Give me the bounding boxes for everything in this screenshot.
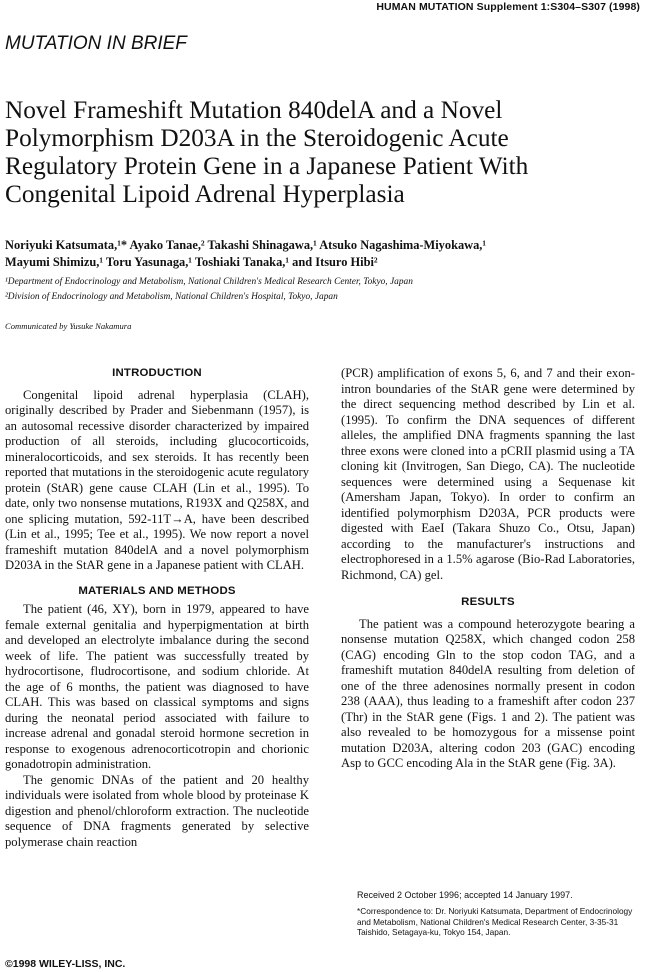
paragraph: Congenital lipoid adrenal hyperplasia (CLAH), originally described by Prader and Siebenmann (1957), is an autosomal recessive disorder characterized by impaired production of all steroids, including glucocorticoids, mineralocorticoids, and sex steroids. It has recently been reported that mutations in the steroidogenic acute regulatory protein (StAR) gene cause CLAH (Lin et al., 1995). To date, only two nonsense mutations, R193X and Q258X, and one splicing mutation, 592-11T→A, have been described (Lin et al., 1995; Tee et al., 1995). We now report a novel frameshift mutation 840delA and a novel polymorphism D203A in the StAR gene in a Japanese patient with CLAH. [5, 387, 309, 572]
communicated-by: Communicated by Yusuke Nakamura [5, 321, 132, 331]
section-tag: MUTATION IN BRIEF [5, 33, 187, 54]
title-line: Novel Frameshift Mutation 840delA and a Novel [5, 96, 503, 124]
paragraph: (PCR) amplification of exons 5, 6, and 7 and their exon-intron boundaries of the StAR gene were determined by the direct sequencing method described by Lin et al. (1995). To confirm the DNA sequences of different alleles, the amplified DNA fragments spanning the last three exons were cloned into a pCRII plasmid using a TA cloning kit (Invitrogen, San Diego, CA). The nucleotide sequences were determined using a Sequenase kit (Amersham Japan, Tokyo). In order to confirm an identified polymorphism D203A, PCR products were digested with EaeI (Takara Shuzo Co., Otsu, Japan) according to the manufacturer's instructions and electrophoresed in a 1.5% agarose (Bio-Rad Laboratories, Richmond, CA) gel. [341, 366, 635, 582]
article-title [5, 96, 635, 208]
author-list [5, 237, 645, 271]
section-heading-results: RESULTS [461, 596, 515, 608]
paragraph: The patient was a compound heterozygote bearing a nonsense mutation Q258X, which changed codon 258 (CAG) encoding Gln to the stop codon TAG, and a frameshift mutation 840delA resulting from deletion of one of the three adenosines normally present in codon 238 (AAA), thus leading to a frameshift after codon 237 (Thr) in the StAR gene (Figs. 1 and 2). The patient was also revealed to be homozygous for a missense point mutation D203A, altering codon 203 (GAC) encoding Asp to GCC encoding Ala in the StAR gene (Fig. 3A). [341, 616, 635, 770]
author-line: Mayumi Shimizu,¹ Toru Yasunaga,¹ Toshiaki Tanaka,¹ and Itsuro Hibi² [5, 255, 378, 269]
title-line: Regulatory Protein Gene in a Japanese Patient With [5, 152, 529, 180]
left-column [5, 366, 309, 850]
right-column [341, 366, 635, 772]
affiliation: ¹Department of Endocrinology and Metabolism, National Children's Medical Research Center, Tokyo, Japan [5, 277, 413, 287]
correspondence-note: *Correspondence to: Dr. Noriyuki Katsumata, Department of Endocrinology and Metabolism, National Children's Medical Research Center, 3-35-31 Taishido, Setagaya-ku, Tokyo 154, Japan. [357, 906, 633, 937]
paragraph: The patient (46, XY), born in 1979, appeared to have female external genitalia and hyperpigmentation at birth and developed an electrolyte imbalance during the second week of life. The patient was successfully treated by hydrocortisone, fludrocortisone, and sodium chloride. At the age of 6 months, the patient was diagnosed to have CLAH. This was based on classical symptoms and signs during the neonatal period associated with failure to increase adrenal and gonadal steroid hormone secretion in response to exogenous adrenocorticotropin and chorionic gonadotropin administration. [5, 602, 309, 771]
title-line: Polymorphism D203A in the Steroidogenic Acute [5, 124, 509, 152]
title-line: Congenital Lipoid Adrenal Hyperplasia [5, 180, 405, 208]
author-line: Noriyuki Katsumata,¹* Ayako Tanae,² Takashi Shinagawa,¹ Atsuko Nagashima-Miyokawa,¹ [5, 238, 487, 252]
received-dates: Received 2 October 1996; accepted 14 January 1997. [357, 890, 573, 900]
section-heading-methods: MATERIALS AND METHODS [78, 584, 236, 597]
copyright: ©1998 WILEY-LISS, INC. [5, 958, 126, 970]
paragraph: The genomic DNAs of the patient and 20 healthy individuals were isolated from whole blood by proteinase K digestion and phenol/chloroform extraction. The nucleotide sequence of DNA fragments generated by selective polymerase chain reaction [5, 772, 309, 849]
journal-reference: HUMAN MUTATION Supplement 1:S304–S307 (1998) [376, 1, 640, 13]
affiliation: ²Division of Endocrinology and Metabolism, National Children's Hospital, Tokyo, Japan [5, 292, 338, 302]
section-heading-introduction: INTRODUCTION [112, 367, 202, 379]
